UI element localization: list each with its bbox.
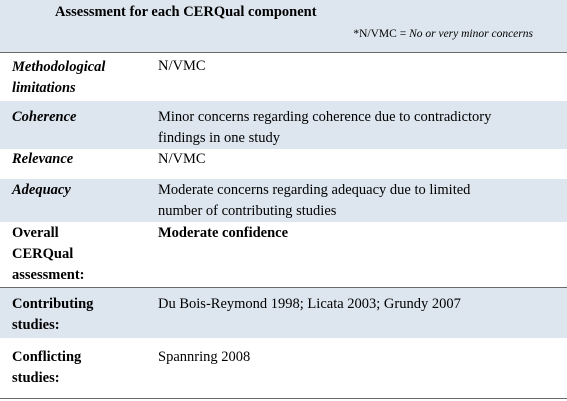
note-prefix: *N/VMC = bbox=[353, 28, 410, 40]
table-title: Assessment for each CERQual component bbox=[55, 4, 317, 20]
row-label-contributing bbox=[12, 294, 93, 336]
table-row-overall bbox=[0, 222, 567, 287]
value-line: number of contributing studies bbox=[158, 203, 337, 219]
value-line: findings in one study bbox=[158, 130, 281, 146]
abbreviation-note bbox=[353, 26, 533, 42]
label-line: studies: bbox=[12, 370, 60, 386]
label-line: limitations bbox=[12, 80, 76, 96]
table-row-relevance bbox=[0, 149, 567, 179]
table-row-contributing bbox=[0, 288, 567, 338]
row-value-coherence bbox=[158, 107, 558, 149]
table-row-methodological bbox=[0, 53, 567, 99]
row-value-overall: Moderate confidence bbox=[158, 225, 289, 241]
bottom-rule bbox=[0, 398, 567, 399]
row-label-adequacy: Adequacy bbox=[12, 182, 71, 198]
value-line: Minor concerns regarding coherence due to contradictory bbox=[158, 109, 492, 125]
label-line: Methodological bbox=[12, 59, 106, 75]
row-value-relevance: N/VMC bbox=[158, 151, 206, 167]
row-value-methodological: N/VMC bbox=[158, 58, 206, 74]
table-header bbox=[0, 0, 567, 52]
label-line: Conflicting bbox=[12, 349, 82, 365]
row-label-relevance: Relevance bbox=[12, 151, 74, 167]
row-label-coherence: Coherence bbox=[12, 109, 77, 125]
row-value-adequacy bbox=[158, 180, 558, 222]
note-text: No or very minor concerns bbox=[409, 28, 533, 40]
label-line: studies: bbox=[12, 317, 60, 333]
row-label-conflicting bbox=[12, 347, 81, 389]
table-row-coherence bbox=[0, 101, 567, 149]
row-value-contributing: Du Bois-Reymond 1998; Licata 2003; Grundy 2007 bbox=[158, 296, 461, 312]
table-row-conflicting bbox=[0, 338, 567, 398]
label-line: assessment: bbox=[12, 267, 85, 283]
label-line: Overall bbox=[12, 225, 59, 241]
value-line: Moderate concerns regarding adequacy due to limited bbox=[158, 182, 471, 198]
row-label-overall bbox=[12, 223, 85, 286]
table-row-adequacy bbox=[0, 179, 567, 222]
row-label-methodological bbox=[12, 57, 105, 99]
label-line: CERQual bbox=[12, 246, 74, 262]
label-line: Contributing bbox=[12, 296, 94, 312]
row-value-conflicting: Spannring 2008 bbox=[158, 349, 251, 365]
